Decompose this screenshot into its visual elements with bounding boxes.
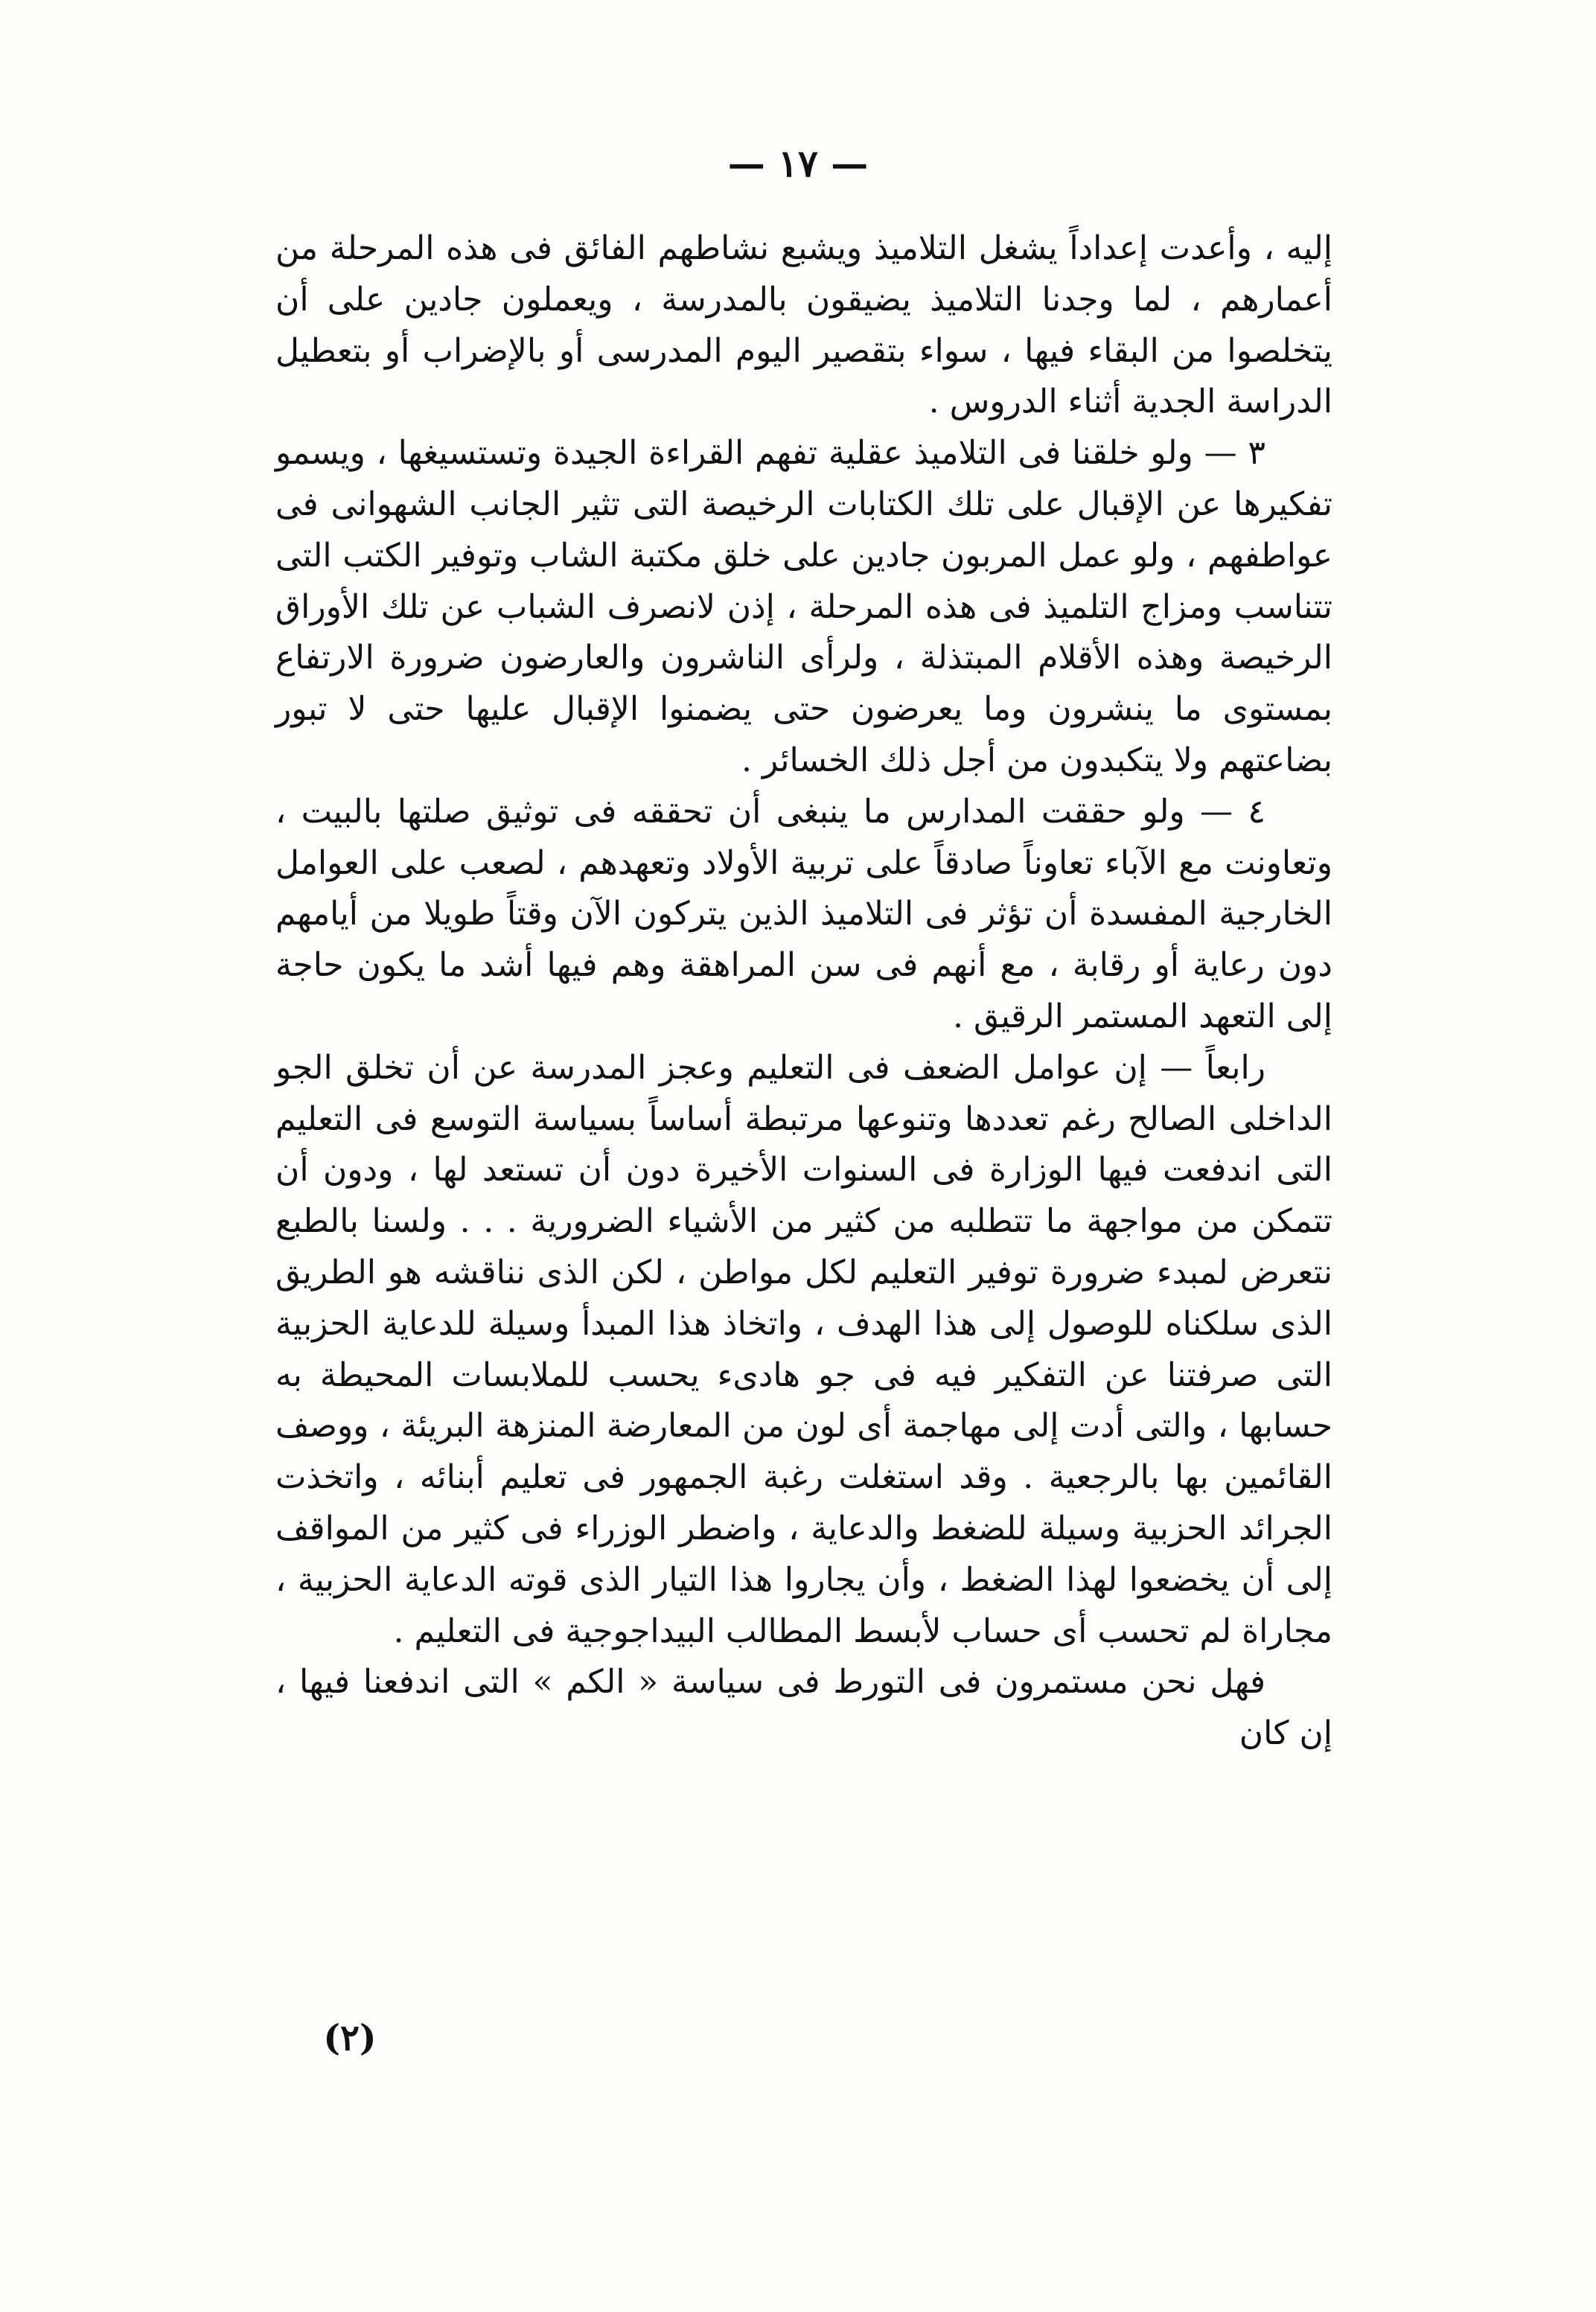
paragraph-point-4: ٤ — ولو حققت المدارس ما ينبغى أن تحققه فى توثيق صلتها بالبيت ، وتعاونت مع الآباء تعاوناً صادقاً على تربية الأولاد وتعهدهم ، لصعب على العوامل الخارجية المفسدة أن تؤثر فى التلاميذ الذين يتركون الآن وقتاً طويلا من أيامهم دون رعاية أو رقابة ، مع أنهم فى سن المراهقة وهم فيها أشد ما يكون حاجة إلى التعهد المستمر الرقيق .	[275, 792, 1332, 1035]
paragraph-fourthly: رابعاً — إن عوامل الضعف فى التعليم وعجز المدرسة عن أن تخلق الجو الداخلى الصالح رغم تعددها وتنوعها مرتبطة أساساً بسياسة التوسع فى التعليم التى اندفعت فيها الوزارة فى السنوات الأخيرة دون أن تستعد لها ، ودون أن تتمكن من مواجهة ما تتطلبه من كثير من الأشياء الضرورية . . . ولسنا بالطبع نتعرض لمبدء ضرورة توفير التعليم لكل مواطن ، لكن الذى نناقشه هو الطريق الذى سلكناه للوصول إلى هذا الهدف ، واتخاذ هذا المبدأ وسيلة للدعاية الحزبية التى صرفتنا عن التفكير فيه فى جو هادىء يحسب للملابسات المحيطة به حسابها ، والتى أدت إلى مهاجمة أى لون من المعارضة المنزهة البريئة ، ووصف القائمين بها بالرجعية . وقد استغلت رغبة الجمهور فى تعليم أبنائه ، واتخذت الجرائد الحزبية وسيلة للضغط والدعاية ، واضطر الوزراء فى كثير من المواقف إلى أن يخضعوا لهذا الضغط ، وأن يجاروا هذا التيار الذى قوته الدعاية الحزبية ، مجاراة لم تحسب أى حساب لأبسط المطالب البيداجوجية فى التعليم .	[275, 1048, 1332, 1650]
paragraph-question: فهل نحن مستمرون فى التورط فى سياسة « الكم » التى اندفعنا فيها ، إن كان	[275, 1663, 1332, 1753]
signature-mark: (٢)	[323, 2017, 377, 2059]
paragraph-point-3: ٣ — ولو خلقنا فى التلاميذ عقلية تفهم القراءة الجيدة وتستسيغها ، ويسمو تفكيرها عن الإقبال على تلك الكتابات الرخيصة التى تثير الجانب الشهوانى فى عواطفهم ، ولو عمل المربون جادين على خلق مكتبة الشاب وتوفير الكتب التى تتناسب ومزاج التلميذ فى هذه المرحلة ، إذن لانصرف الشباب عن تلك الأوراق الرخيصة وهذه الأقلام المبتذلة ، ولرأى الناشرون والعارضون ضرورة الارتفاع بمستوى ما ينشرون وما يعرضون حتى يضمنوا الإقبال عليها حتى لا تبور بضاعتهم ولا يتكبدون من أجل ذلك الخسائر .	[275, 434, 1332, 779]
paragraph-continuation: إليه ، وأعدت إعداداً يشغل التلاميذ ويشبع نشاطهم الفائق فى هذه المرحلة من أعمارهم ، لما وجدنا التلاميذ يضيقون بالمدرسة ، ويعملون جادين على أن يتخلصوا من البقاء فيها ، سواء بتقصير اليوم المدرسى أو بالإضراب أو بتعطيل الدراسة الجدية أثناء الدروس .	[275, 229, 1332, 421]
page-number: — ١٧ —	[727, 141, 869, 185]
page-text-body	[275, 223, 1332, 1760]
